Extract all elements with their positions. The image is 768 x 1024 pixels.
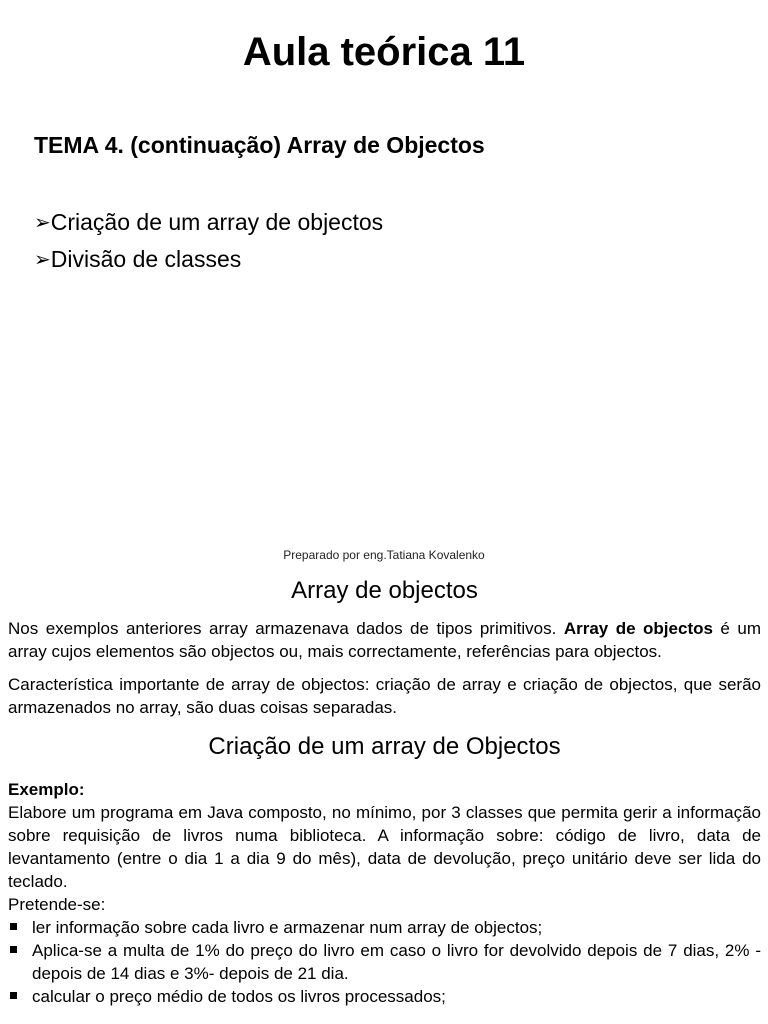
square-bullet-icon — [10, 946, 17, 953]
topic-item — [34, 241, 383, 278]
requirement-text: ler informação sobre cada livro e armazenar num array de objectos; — [32, 918, 543, 937]
requirement-item — [8, 985, 761, 1008]
requirements-list — [8, 916, 761, 1008]
subsection-heading: Criação de um array de Objectos — [208, 733, 561, 760]
author-footer: Preparado por eng.Tatiana Kovalenko — [283, 548, 485, 562]
topic-item-label: Criação de um array de objectos — [50, 209, 384, 235]
square-bullet-icon — [10, 923, 17, 930]
requirements-intro: Pretende-se: — [8, 895, 106, 914]
intro-text-start: Nos exemplos anteriores array armazenava dados de tipos primitivos. — [8, 619, 564, 638]
arrow-bullet-icon: ➢ — [34, 247, 51, 271]
requirement-item — [8, 916, 761, 939]
topic-item — [34, 204, 383, 241]
theme-heading: TEMA 4. (continuação) Array de Objectos — [34, 132, 485, 158]
intro-text-end: é um array cujos elementos são objectos ou, mais correctamente, referências para objectos. — [8, 619, 761, 661]
intro-paragraph — [8, 617, 761, 663]
requirement-text: Aplica-se a multa de 1% do preço do livro em caso o livro for devolvido depois de 7 dias, 2% - depois de 14 dias e 3%- depois de 21 dia. — [32, 941, 761, 983]
topic-list — [34, 204, 383, 278]
square-bullet-icon — [10, 992, 17, 999]
slide-2 — [8, 572, 761, 1008]
intro-bold-term: Array de objectos — [563, 619, 713, 638]
feature-paragraph: Característica importante de array de objectos: criação de array e criação de objectos, que serão armazenados no array, são duas coisas separadas. — [8, 675, 761, 717]
slide-title: Aula teórica 11 — [242, 30, 526, 74]
task-paragraph: Elabore um programa em Java composto, no mínimo, por 3 classes que permita gerir a informação sobre requisição de livros numa biblioteca. A informação sobre: código de livro, data de levantamento (entre o dia 1 a dia 9 do mês), data de devolução, preço unitário deve ser lida do teclado. — [8, 803, 761, 891]
topic-item-label: Divisão de classes — [50, 246, 242, 272]
requirement-text: calcular o preço médio de todos os livros processados; — [32, 987, 446, 1006]
example-label: Exemplo: — [8, 780, 85, 799]
arrow-bullet-icon: ➢ — [34, 210, 51, 234]
section-heading: Array de objectos — [291, 577, 478, 604]
requirement-item — [8, 939, 761, 985]
